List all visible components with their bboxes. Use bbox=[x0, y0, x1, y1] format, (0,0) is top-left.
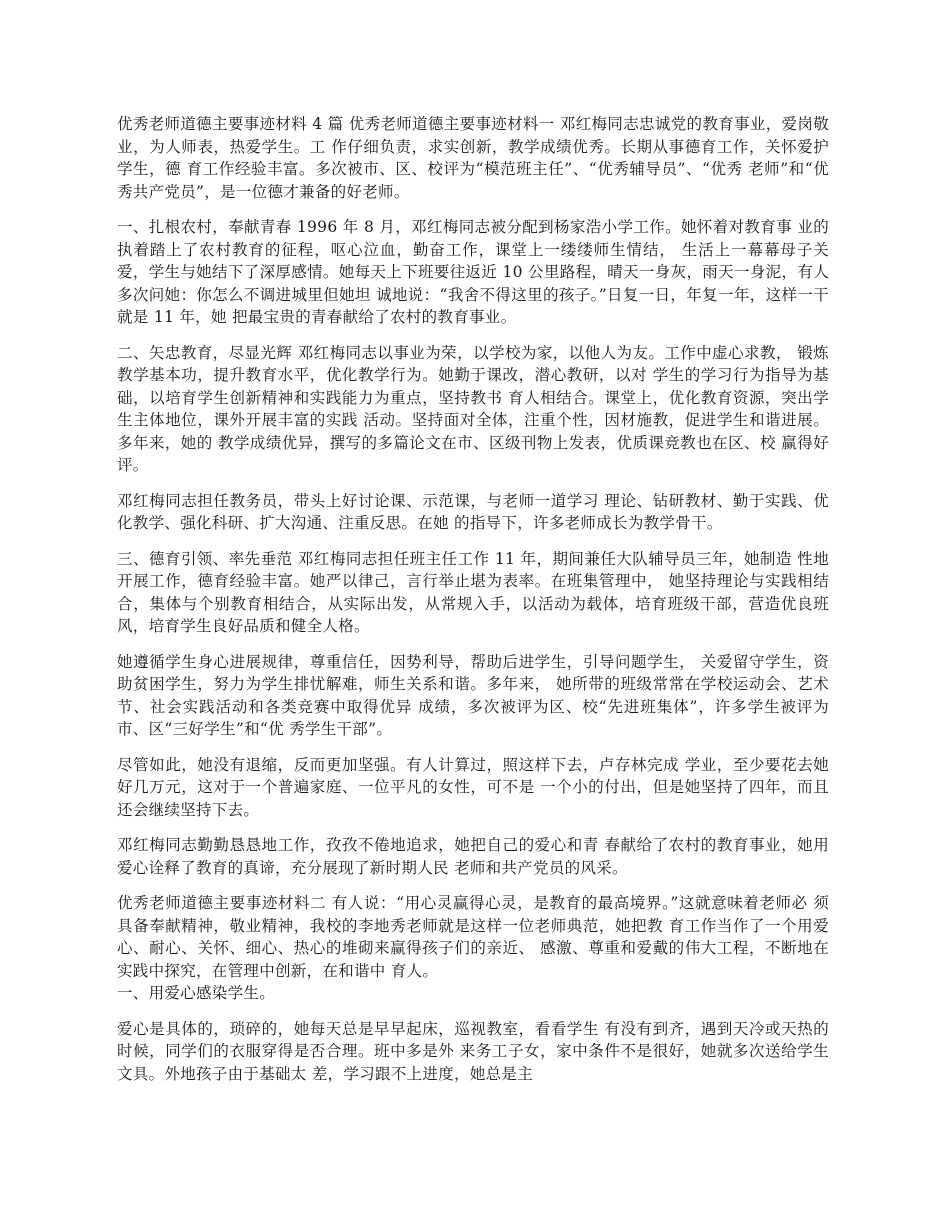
paragraph-student-care: 她遵循学生身心进展规律，尊重信任，因势利导，帮助后进学生，引导问题学生， 关爱留守学生，资助贫困学生，努力为学生排忧解难，师生关系和谐。多年来， 她所带的班级常常在学校运动会、艺术节、社会实践活动和各类竞赛中取得优异 成绩，多次被评为区、校“先进班集体”，许多学生被评为市、区“三好学生”和“优 秀学生干部”。 bbox=[117, 652, 829, 738]
paragraph-material-two: 优秀老师道德主要事迹材料二 有人说：“用心灵赢得心灵，是教育的最高境界。”这就意味着老师必 须具备奉献精神，敬业精神，我校的李地秀老师就是这样一位老师典范，她把教 育工作当作了一个用爱心、耐心、关怀、细心、热心的堆砌来赢得孩子们的亲近、 感激、尊重和爱戴的伟大工程，不断地在实践中探究，在管理中创新，在和谐中 育人。 bbox=[117, 894, 829, 980]
paragraph-section-two: 二、矢忠教育，尽显光辉 邓红梅同志以事业为荣，以学校为家，以他人为友。工作中虚心求教， 锻炼教学基本功，提升教育水平，优化教学行为。她勤于课改，潜心教研，以对 学生的学习行为指导为基础，以培育学生创新精神和实践能力为重点，坚持教书 育人相结合。课堂上，优化教育资源，突出学生主体地位，课外开展丰富的实践 活动。坚持面对全体，注重个性，因材施教，促进学生和谐进展。多年来，她的 教学成绩优异，撰写的多篇论文在市、区级刊物上发表，优质课竞教也在区、校 赢得好评。 bbox=[117, 343, 829, 474]
document-page bbox=[117, 113, 829, 1098]
paragraph-perseverance: 尽管如此，她没有退缩，反而更加坚强。有人计算过，照这样下去，卢存林完成 学业，至少要花去她好几万元，这对于一个普遍家庭、一位平凡的女性，可不是 一个小的付出，但是她坚持了四年，而且还会继续坚持下去。 bbox=[117, 755, 829, 819]
paragraph-section-one: 一、扎根农村，奉献青春 1996 年 8 月，邓红梅同志被分配到杨家浩小学工作。她怀着对教育事 业的执着踏上了农村教育的征程，呕心泣血，勤奋工作，课堂上一缕缕师生情结， 生活上一幕幕母子关爱，学生与她结下了深厚感情。她每天上下班要往返近 10 公里路程，晴天一身灰，雨天一身泥，有人多次问她：你怎么不调进城里但她坦 诚地说：“我舍不得这里的孩子。”日复一日，年复一年，这样一干就是 11 年，她 把最宝贵的青春献给了农村的教育事业。 bbox=[117, 218, 829, 326]
paragraph-section-three: 三、德育引领、率先垂范 邓红梅同志担任班主任工作 11 年，期间兼任大队辅导员三年，她制造 性地开展工作，德育经验丰富。她严以律己，言行举止堪为表率。在班集管理中， 她坚持理论与实践相结合，集体与个别教育相结合，从实际出发，从常规入手，以活动为载体，培育班级干部，营造优良班风，培育学生良好品质和健全人格。 bbox=[117, 549, 829, 635]
heading-love-students: 一、用爱心感染学生。 bbox=[117, 984, 276, 1002]
paragraph-intro: 优秀老师道德主要事迹材料 4 篇 优秀老师道德主要事迹材料一 邓红梅同志忠诚党的教育事业，爱岗敬业，为人师表，热爱学生。工 作仔细负责，求实创新，教学成绩优秀。长期从事德育工作，关怀爱护学生，德 育工作经验丰富。多次被市、区、校评为“模范班主任”、“优秀辅导员”、“优秀 老师”和“优秀共产党员”，是一位德才兼备的好老师。 bbox=[117, 115, 829, 201]
paragraph-dedication: 邓红梅同志勤勤恳恳地工作，孜孜不倦地追求，她把自己的爱心和青 春献给了农村的教育事业，她用爱心诠释了教育的真谛，充分展现了新时期人民 老师和共产党员的风采。 bbox=[117, 836, 829, 877]
paragraph-love-details: 爱心是具体的，琐碎的，她每天总是早早起床，巡视教室，看看学生 有没有到齐，遇到天冷或天热的时候，同学们的衣服穿得是否合理。班中多是外 来务工子女，家中条件不是很好，她就多次送给学生文具。外地孩子由于基础太 差，学习跟不上进度，她总是主 bbox=[117, 1019, 829, 1083]
paragraph-academic-affairs: 邓红梅同志担任教务员，带头上好讨论课、示范课，与老师一道学习 理论、钻研教材、勤于实践、优化教学、强化科研、扩大沟通、注重反思。在她 的指导下，许多老师成长为教学骨干。 bbox=[117, 491, 829, 532]
